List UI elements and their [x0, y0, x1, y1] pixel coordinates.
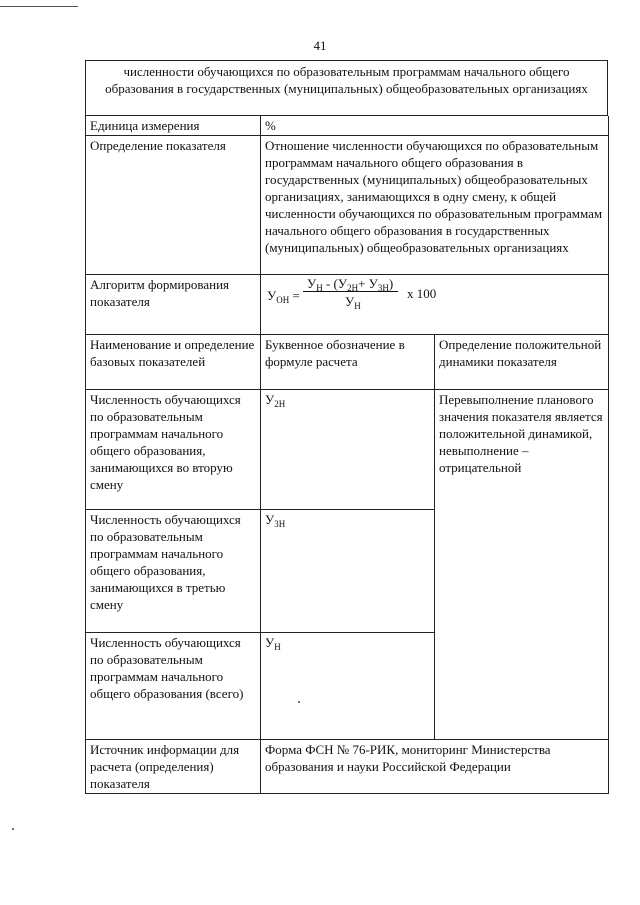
fraction-bar: [303, 291, 398, 292]
base-symbol-second-shift: $У_{2Н}$: [261, 390, 435, 510]
page-number: 41: [313, 38, 327, 53]
scan-speck: [12, 828, 14, 830]
header-symbols: Буквенное обозначение в формуле расчета: [261, 335, 435, 390]
header-row: [86, 335, 609, 390]
base-name-third-shift: Численность обучающихся по образовательным программам начального общего образования, занимающихся в третью смену: [86, 510, 261, 633]
formula-cell: [261, 275, 609, 335]
top-rule: [0, 6, 78, 7]
unit-label: Единица измерения: [86, 116, 261, 136]
formula-multiplier: х 100: [407, 286, 437, 301]
dynamics-definition: Перевыполнение планового значения показателя является положительной динамикой, невыполнение – отрицательной: [435, 390, 609, 740]
base-symbol-third-shift: $У_{3Н}$: [261, 510, 435, 633]
formula-lhs: $У_{ОН}$ =: [267, 288, 300, 305]
header-dynamics: Определение положительной динамики показателя: [435, 335, 609, 390]
base-name-total: Численность обучающихся по образовательным программам начального общего образования (всего): [86, 633, 261, 740]
formula-denominator: $У_Н$: [345, 294, 361, 311]
definition-value: Отношение численности обучающихся по образовательным программам начального общего образования в государственных (муниципальных) общеобразовательных организациях, занимающихся в одну смену, к общей численности обучающихся по образовательным программам начального общего образования в государственных (муниципальных) общеобразовательных организациях: [261, 136, 609, 275]
scan-speck: [298, 701, 300, 703]
base-symbol-total: $У_Н$: [261, 633, 435, 740]
header-names: Наименование и определение базовых показателей: [86, 335, 261, 390]
indicator-sheet: [85, 60, 608, 794]
definition-row: [86, 136, 609, 275]
definition-label: Определение показателя: [86, 136, 261, 275]
unit-row: [86, 116, 609, 136]
source-row: [86, 740, 609, 794]
formula: [265, 276, 604, 324]
unit-value: %: [261, 116, 609, 136]
source-label: Источник информации для расчета (определения) показателя: [86, 740, 261, 794]
source-value: Форма ФСН № 76-РИК, мониторинг Министерства образования и науки Российской Федерации: [261, 740, 609, 794]
base-row: [86, 390, 609, 510]
formula-numerator: $У_Н - (У_{2Н}+ У_{3Н})$: [307, 276, 394, 293]
base-name-second-shift: Численность обучающихся по образовательным программам начального общего образования, занимающихся во вторую смену: [86, 390, 261, 510]
indicator-title: численности обучающихся по образовательным программам начального общего образования в государственных (муниципальных) общеобразовательных организациях: [85, 60, 608, 116]
algorithm-row: [86, 275, 609, 335]
algorithm-label: Алгоритм формирования показателя: [86, 275, 261, 335]
indicator-table: [85, 116, 609, 794]
